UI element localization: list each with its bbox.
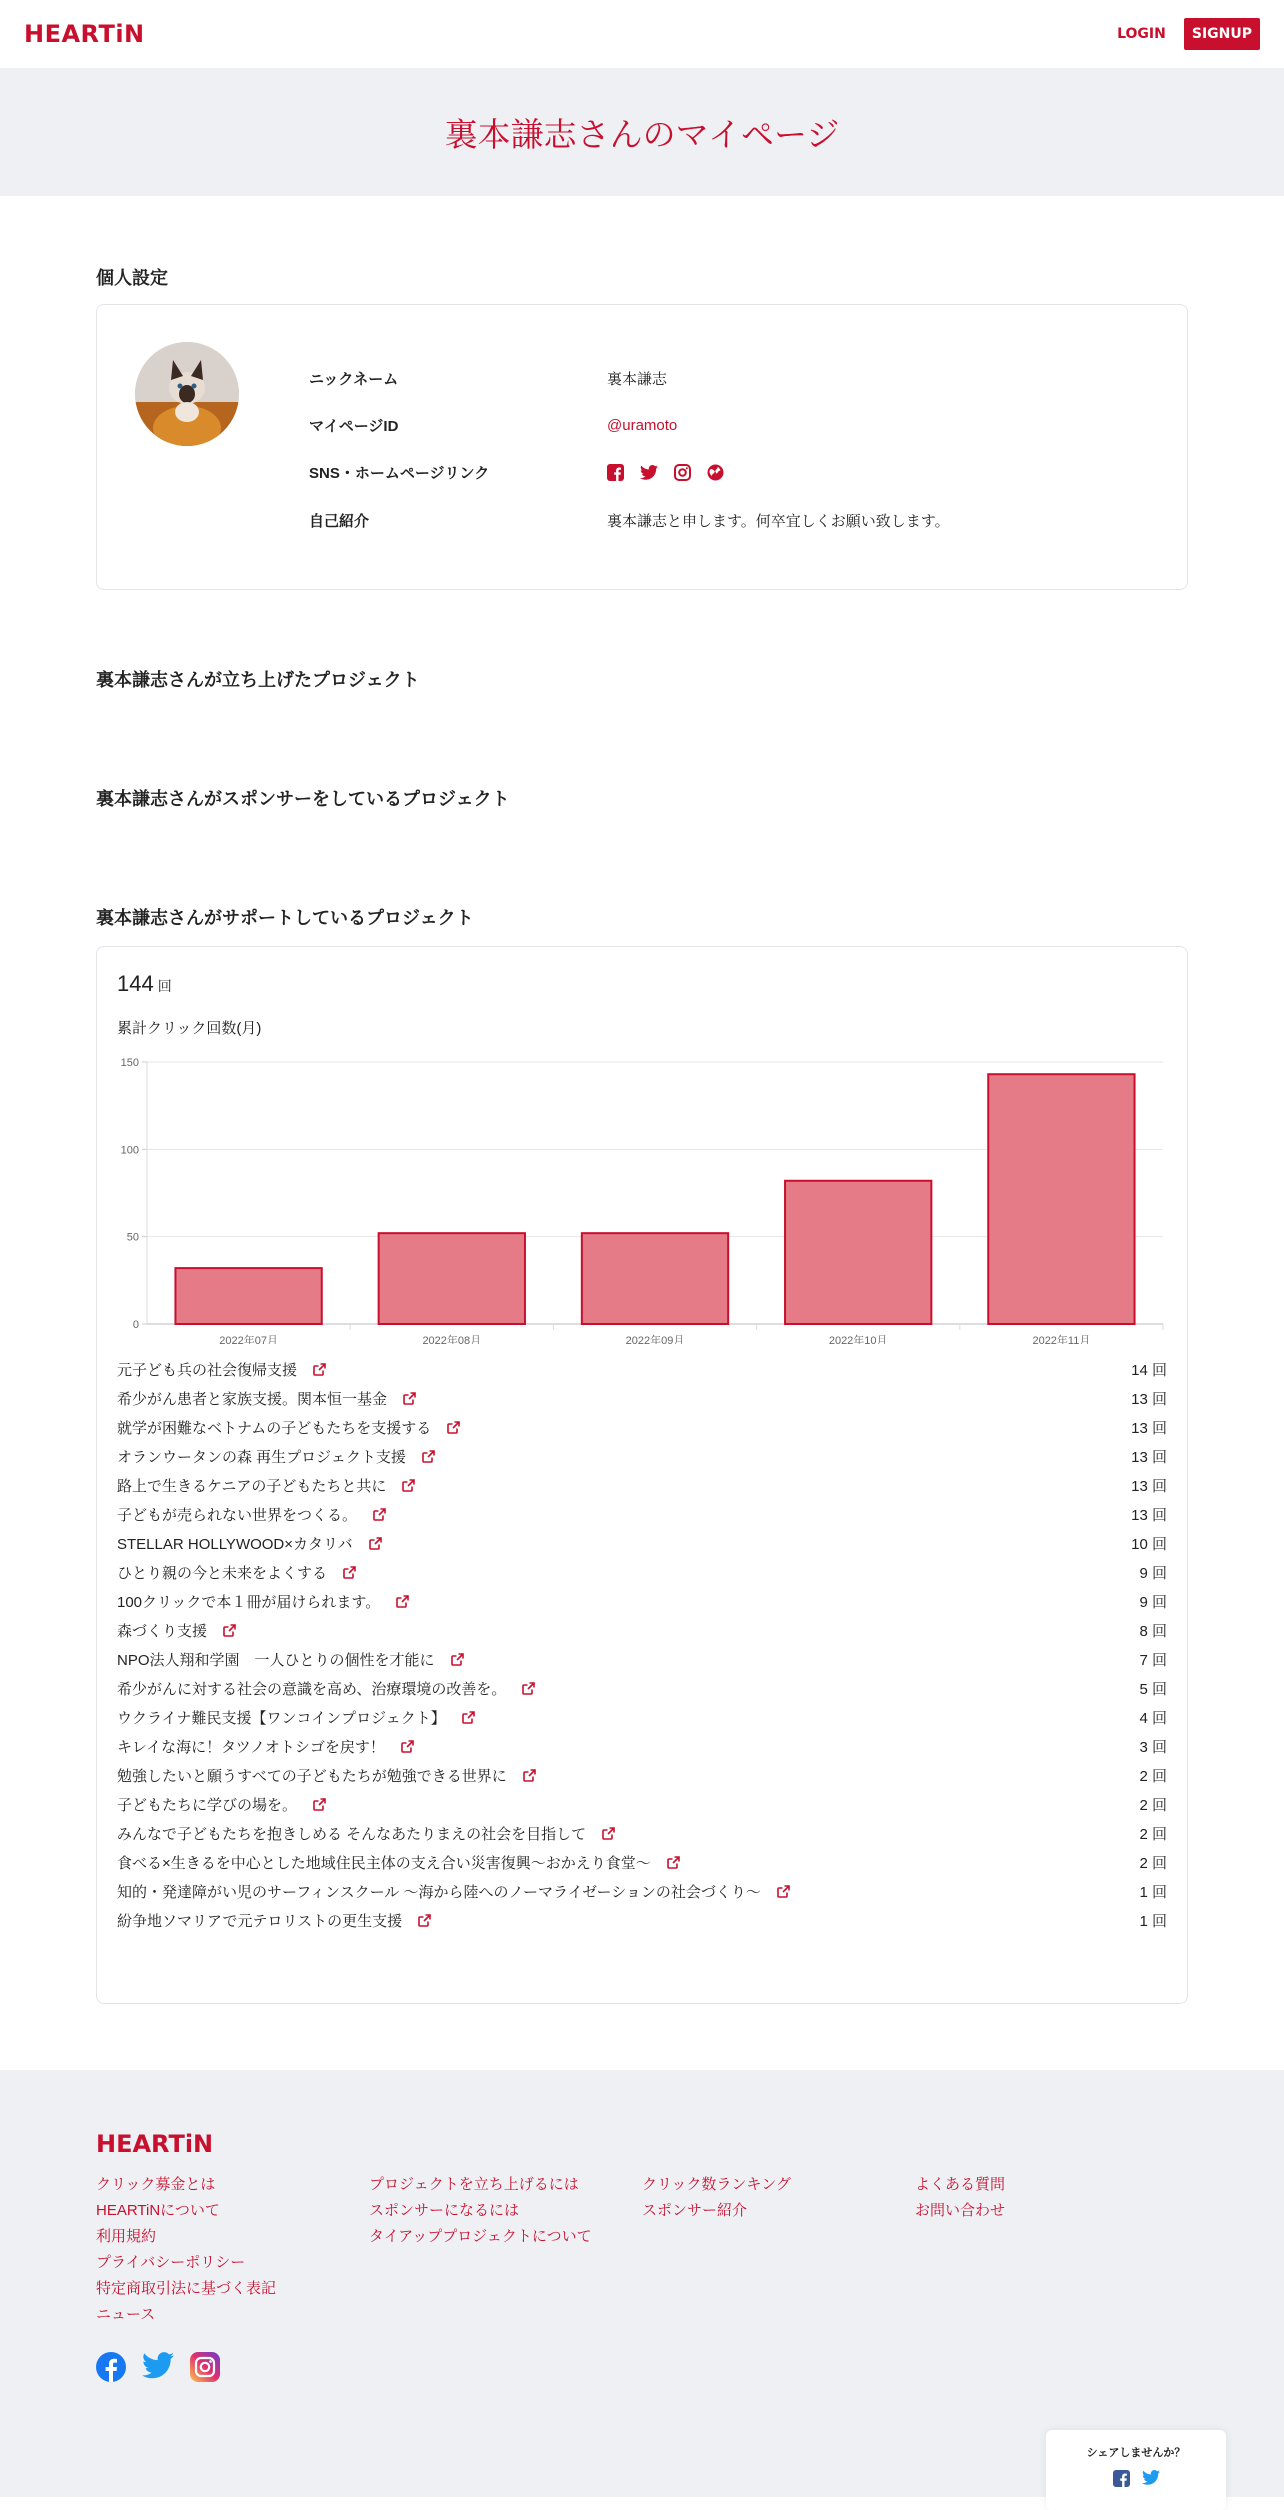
footer-link[interactable]: よくある質問: [915, 2176, 1006, 2193]
external-link-icon[interactable]: [418, 1909, 431, 1937]
profile-row-nickname: [309, 355, 1129, 402]
profile-table: [309, 355, 1129, 545]
facebook-icon[interactable]: [1113, 2470, 1130, 2492]
project-row: [117, 1763, 1167, 1792]
footer-link[interactable]: プライバシーポリシー: [96, 2254, 246, 2271]
footer-column: [369, 2172, 642, 2328]
total-count-value: 144: [117, 971, 154, 996]
share-icons: [1046, 2470, 1226, 2492]
mypage-id-label: マイページID: [309, 418, 399, 435]
footer-link[interactable]: クリック数ランキング: [642, 2176, 791, 2193]
external-link-icon[interactable]: [602, 1822, 615, 1850]
project-click-count: 3 回: [1139, 1739, 1167, 1756]
project-name: [117, 1850, 680, 1879]
total-count-unit: 回: [157, 978, 172, 994]
footer-link[interactable]: HEARTiNについて: [96, 2202, 220, 2219]
project-row: [117, 1473, 1167, 1502]
project-row: [117, 1502, 1167, 1531]
project-name: [117, 1705, 475, 1734]
sns-label: SNS・ホームページリンク: [309, 465, 490, 482]
project-click-count: 10 回: [1131, 1536, 1167, 1553]
project-name: [117, 1386, 416, 1415]
monthly-click-chart: [117, 1054, 1167, 1344]
chart-y-tick-label: 150: [120, 1057, 139, 1069]
footer-column: [642, 2172, 915, 2328]
mypage-id-value[interactable]: @uramoto: [607, 417, 678, 434]
project-row: [117, 1908, 1167, 1937]
avatar: [135, 342, 239, 446]
project-row: [117, 1560, 1167, 1589]
external-link-icon[interactable]: [422, 1445, 435, 1473]
external-link-icon[interactable]: [462, 1706, 475, 1734]
footer-link[interactable]: お問い合わせ: [915, 2202, 1006, 2219]
instagram-icon[interactable]: [190, 2352, 220, 2387]
profile-row-intro: [309, 496, 1129, 545]
project-row: [117, 1444, 1167, 1473]
project-name-text: 路上で生きるケニアの子どもたちと共に: [117, 1478, 387, 1495]
project-row: [117, 1676, 1167, 1705]
project-click-count: 1 回: [1139, 1884, 1167, 1901]
project-name: [117, 1734, 414, 1763]
project-click-count: 13 回: [1131, 1391, 1167, 1408]
project-row: [117, 1415, 1167, 1444]
footer-link[interactable]: プロジェクトを立ち上げるには: [369, 2176, 579, 2193]
project-click-count: 14 回: [1131, 1362, 1167, 1379]
project-name: [117, 1618, 236, 1647]
chart-bar: [379, 1233, 525, 1324]
project-name-text: NPO法人翔和学園 一人ひとりの個性を才能に: [117, 1652, 435, 1669]
footer-link[interactable]: 利用規約: [96, 2228, 157, 2245]
project-name-text: 100クリックで本１冊が届けられます。: [117, 1594, 381, 1611]
project-name-text: 勉強したいと願うすべての子どもたちが勉強できる世界に: [117, 1768, 507, 1785]
footer-inner: [96, 2070, 1188, 2387]
project-name-text: ひとり親の今と未来をよくする: [117, 1565, 328, 1582]
project-row: [117, 1618, 1167, 1647]
external-link-icon[interactable]: [523, 1764, 536, 1792]
project-name-text: 紛争地ソマリアで元テロリストの更生支援: [117, 1913, 403, 1930]
project-name-text: みんなで子どもたちを抱きしめる そんなあたりまえの社会を目指して: [117, 1826, 587, 1843]
site-header: [0, 0, 1284, 68]
project-click-count: 7 回: [1139, 1652, 1167, 1669]
project-row: [117, 1357, 1167, 1386]
footer-column: [96, 2172, 369, 2328]
chart-y-tick-label: 0: [132, 1319, 139, 1331]
chart-bar: [582, 1233, 728, 1324]
external-link-icon[interactable]: [522, 1677, 535, 1705]
project-name-text: 就学が困難なベトナムの子どもたちを支援する: [117, 1420, 432, 1437]
chart-x-tick-label: 2022年07月: [219, 1335, 278, 1344]
footer-link[interactable]: 特定商取引法に基づく表記: [96, 2280, 277, 2297]
project-name-text: 子どもたちに学びの場を。: [117, 1797, 298, 1814]
chart-y-tick-label: 100: [120, 1144, 139, 1157]
project-row: [117, 1821, 1167, 1850]
external-link-icon[interactable]: [667, 1851, 680, 1879]
project-row: [117, 1705, 1167, 1734]
project-click-count: 1 回: [1139, 1913, 1167, 1930]
project-name: [117, 1531, 382, 1560]
project-name: [117, 1560, 356, 1589]
sns-links: [607, 464, 1129, 481]
footer-logo[interactable]: HEARTiN: [96, 2130, 214, 2158]
external-link-icon[interactable]: [343, 1561, 356, 1589]
project-click-count: 13 回: [1131, 1507, 1167, 1524]
project-name: [117, 1444, 435, 1473]
total-click-count: [117, 971, 1167, 997]
project-name: [117, 1879, 790, 1908]
twitter-icon[interactable]: [142, 2352, 174, 2387]
footer-link[interactable]: スポンサー紹介: [642, 2202, 748, 2219]
supported-project-list: [117, 1357, 1167, 1937]
project-click-count: 13 回: [1131, 1478, 1167, 1495]
project-click-count: 9 回: [1139, 1565, 1167, 1582]
project-click-count: 2 回: [1139, 1768, 1167, 1785]
footer-column: [915, 2172, 1188, 2328]
project-name-text: STELLAR HOLLYWOOD×カタリバ: [117, 1536, 353, 1553]
footer-link[interactable]: クリック募金とは: [96, 2176, 216, 2193]
project-click-count: 8 回: [1139, 1623, 1167, 1640]
project-name-text: 森づくり支援: [117, 1623, 208, 1640]
project-click-count: 13 回: [1131, 1449, 1167, 1466]
project-name-text: 知的・発達障がい児のサーフィンスクール ～海から陸へのノーマライゼーションの社会づくり～: [117, 1884, 761, 1901]
avatar-cat-image: [135, 342, 239, 446]
intro-value: 裏本謙志と申します。何卒宜しくお願い致します。: [607, 513, 950, 530]
chart-x-tick-label: 2022年09月: [625, 1335, 685, 1344]
project-name-text: 子どもが売られない世界をつくる。: [117, 1507, 358, 1524]
chart-wrap: [117, 1054, 1167, 1349]
footer-link[interactable]: タイアッププロジェクトについて: [369, 2228, 592, 2245]
project-click-count: 2 回: [1139, 1855, 1167, 1872]
supported-projects-title: 裏本謙志さんがサポートしているプロジェクト: [96, 908, 474, 928]
external-link-icon[interactable]: [447, 1416, 460, 1444]
chart-title: 累計クリック回数(月): [117, 1020, 262, 1037]
project-click-count: 9 回: [1139, 1594, 1167, 1611]
external-link-icon[interactable]: [313, 1358, 326, 1386]
twitter-icon[interactable]: [640, 465, 658, 480]
profile-card: [96, 304, 1188, 590]
project-name: [117, 1676, 535, 1705]
profile-row-sns: [309, 449, 1129, 496]
project-click-count: 4 回: [1139, 1710, 1167, 1727]
chart-bar: [988, 1074, 1134, 1324]
chart-x-tick-label: 2022年08月: [422, 1335, 482, 1344]
external-link-icon[interactable]: [369, 1532, 382, 1560]
header-actions: [1117, 18, 1260, 50]
footer-link[interactable]: スポンサーになるには: [369, 2202, 520, 2219]
project-row: [117, 1850, 1167, 1879]
external-link-icon[interactable]: [223, 1619, 236, 1647]
facebook-icon[interactable]: [96, 2352, 126, 2387]
project-name-text: 元子ども兵の社会復帰支援: [117, 1362, 298, 1379]
chart-y-tick-label: 50: [126, 1231, 139, 1244]
project-row: [117, 1879, 1167, 1908]
project-name: [117, 1647, 464, 1676]
facebook-icon[interactable]: [607, 464, 624, 481]
project-name: [117, 1763, 536, 1792]
project-row: [117, 1386, 1167, 1415]
intro-label: 自己紹介: [309, 513, 370, 530]
page-title: 裏本謙志さんのマイページ: [444, 115, 840, 153]
footer-social-links: [96, 2352, 1188, 2387]
project-name-text: オランウータンの森 再生プロジェクト支援: [117, 1449, 406, 1466]
external-link-icon[interactable]: [402, 1474, 415, 1502]
project-row: [117, 1589, 1167, 1618]
sponsored-projects-title: 裏本謙志さんがスポンサーをしているプロジェクト: [96, 789, 510, 809]
project-name: [117, 1415, 460, 1444]
project-click-count: 2 回: [1139, 1826, 1167, 1843]
globe-icon[interactable]: [707, 464, 724, 481]
external-link-icon[interactable]: [403, 1387, 416, 1415]
signup-button[interactable]: SIGNUP: [1184, 18, 1260, 50]
project-row: [117, 1734, 1167, 1763]
external-link-icon[interactable]: [451, 1648, 464, 1676]
share-label: シェアしませんか？: [1086, 2447, 1186, 2459]
main-content: [96, 264, 1188, 2004]
chart-x-tick-label: 2022年11月: [1032, 1335, 1091, 1344]
project-row: [117, 1647, 1167, 1676]
nickname-label: ニックネーム: [309, 371, 399, 388]
chart-x-tick-label: 2022年10月: [828, 1335, 888, 1344]
profile-section-title: 個人設定: [96, 268, 168, 288]
project-row: [117, 1792, 1167, 1821]
share-box: [1046, 2430, 1226, 2510]
project-name: [117, 1473, 415, 1502]
launched-projects-title: 裏本謙志さんが立ち上げたプロジェクト: [96, 670, 420, 690]
project-row: [117, 1531, 1167, 1560]
external-link-icon[interactable]: [373, 1503, 386, 1531]
project-name-text: 希少がんに対する社会の意識を高め、治療環境の改善を。: [117, 1681, 507, 1698]
project-click-count: 13 回: [1131, 1420, 1167, 1437]
support-card: [96, 946, 1188, 2004]
footer-link-columns: [96, 2172, 1188, 2328]
site-logo[interactable]: HEARTiN: [24, 20, 145, 48]
project-name: [117, 1589, 409, 1618]
twitter-icon[interactable]: [1142, 2470, 1160, 2492]
footer-link[interactable]: ニュース: [96, 2306, 156, 2323]
project-name-text: 食べる×生きるを中心とした地域住民主体の支え合い災害復興～おかえり食堂～: [117, 1855, 651, 1872]
project-name: [117, 1792, 326, 1821]
external-link-icon[interactable]: [777, 1880, 790, 1908]
project-name-text: キレイな海に！タツノオトシゴを戻す！: [117, 1739, 385, 1756]
instagram-icon[interactable]: [674, 464, 691, 481]
project-name: [117, 1357, 326, 1386]
external-link-icon[interactable]: [396, 1590, 409, 1618]
external-link-icon[interactable]: [313, 1793, 326, 1821]
project-name: [117, 1821, 615, 1850]
project-click-count: 2 回: [1139, 1797, 1167, 1814]
project-click-count: 5 回: [1139, 1681, 1167, 1698]
chart-bar: [785, 1181, 931, 1324]
profile-row-mypage-id: [309, 402, 1129, 449]
project-name-text: 希少がん患者と家族支援。関本恒一基金: [117, 1391, 388, 1408]
external-link-icon[interactable]: [401, 1735, 414, 1763]
nickname-value: 裏本謙志: [607, 371, 668, 388]
login-link[interactable]: LOGIN: [1117, 26, 1166, 42]
page-hero: [0, 68, 1284, 196]
project-name: [117, 1502, 386, 1531]
project-name: [117, 1908, 431, 1937]
chart-bar: [175, 1268, 321, 1324]
project-name-text: ウクライナ難民支援【ワンコインプロジェクト】: [117, 1710, 446, 1727]
